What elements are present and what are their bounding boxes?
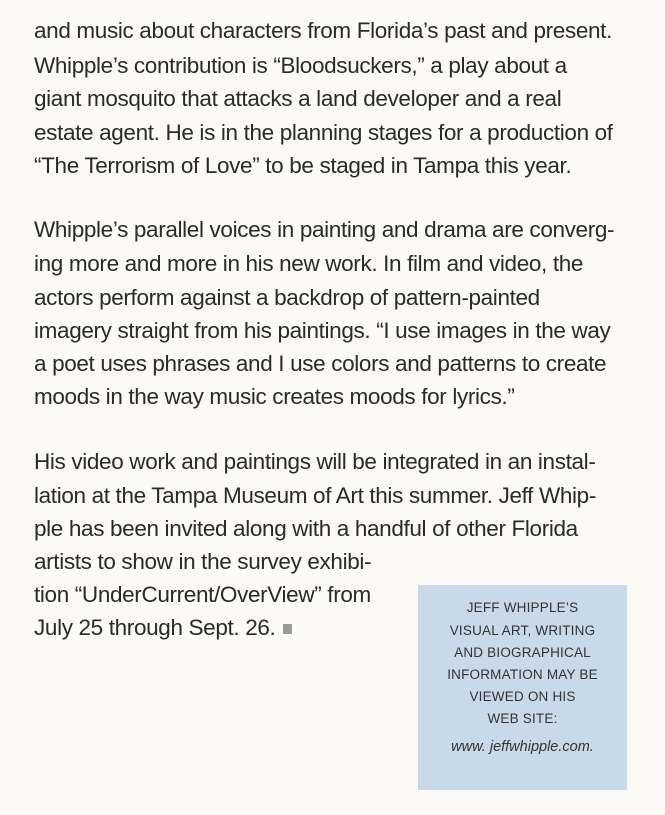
article-line: actors perform against a backdrop of pattern-painted bbox=[34, 285, 540, 310]
article-line: giant mosquito that attacks a land developer and a real bbox=[34, 86, 562, 111]
sidebar-line: WEB SITE: bbox=[487, 711, 558, 726]
article-line: Whipple’s contribution is “Bloodsuckers,” a play about a bbox=[34, 53, 567, 78]
sidebar-line: AND BIOGRAPHICAL bbox=[454, 645, 591, 660]
article-line: imagery straight from his paintings. “I use images in the way bbox=[34, 318, 611, 343]
article-line-text: July 25 through Sept. 26. bbox=[34, 615, 276, 640]
article-line: moods in the way music creates moods for lyrics.” bbox=[34, 384, 515, 409]
sidebar-line: VISUAL ART, WRITING bbox=[449, 623, 596, 638]
end-of-article-mark-icon bbox=[283, 624, 292, 634]
article-line: tion “UnderCurrent/OverView” from bbox=[34, 582, 371, 607]
article-line: “The Terrorism of Love” to be staged in Tampa this year. bbox=[34, 153, 572, 178]
sidebar-line: VIEWED ON HIS bbox=[469, 689, 576, 704]
article-line: a poet uses phrases and I use colors and patterns to create bbox=[34, 351, 607, 376]
article-line: estate agent. He is in the planning stages for a production of bbox=[34, 120, 613, 145]
article-line: His video work and paintings will be integrated in an instal- bbox=[34, 449, 596, 474]
article-line: Whipple’s parallel voices in painting and drama are converg- bbox=[34, 217, 615, 242]
article-line: ing more and more in his new work. In film and video, the bbox=[34, 251, 584, 276]
article-line: ple has been invited along with a handful of other Florida bbox=[34, 516, 578, 541]
article-line: and music about characters from Florida’s past and present. bbox=[34, 18, 612, 43]
info-sidebar-box bbox=[418, 585, 627, 790]
sidebar-line: INFORMATION MAY BE bbox=[447, 667, 598, 682]
article-line: artists to show in the survey exhibi- bbox=[34, 549, 372, 574]
article-line: lation at the Tampa Museum of Art this summer. Jeff Whip- bbox=[34, 483, 596, 508]
article-last-line bbox=[34, 617, 292, 640]
sidebar-line: JEFF WHIPPLE’S bbox=[466, 600, 579, 615]
website-url: www. jeffwhipple.com. bbox=[451, 739, 594, 755]
